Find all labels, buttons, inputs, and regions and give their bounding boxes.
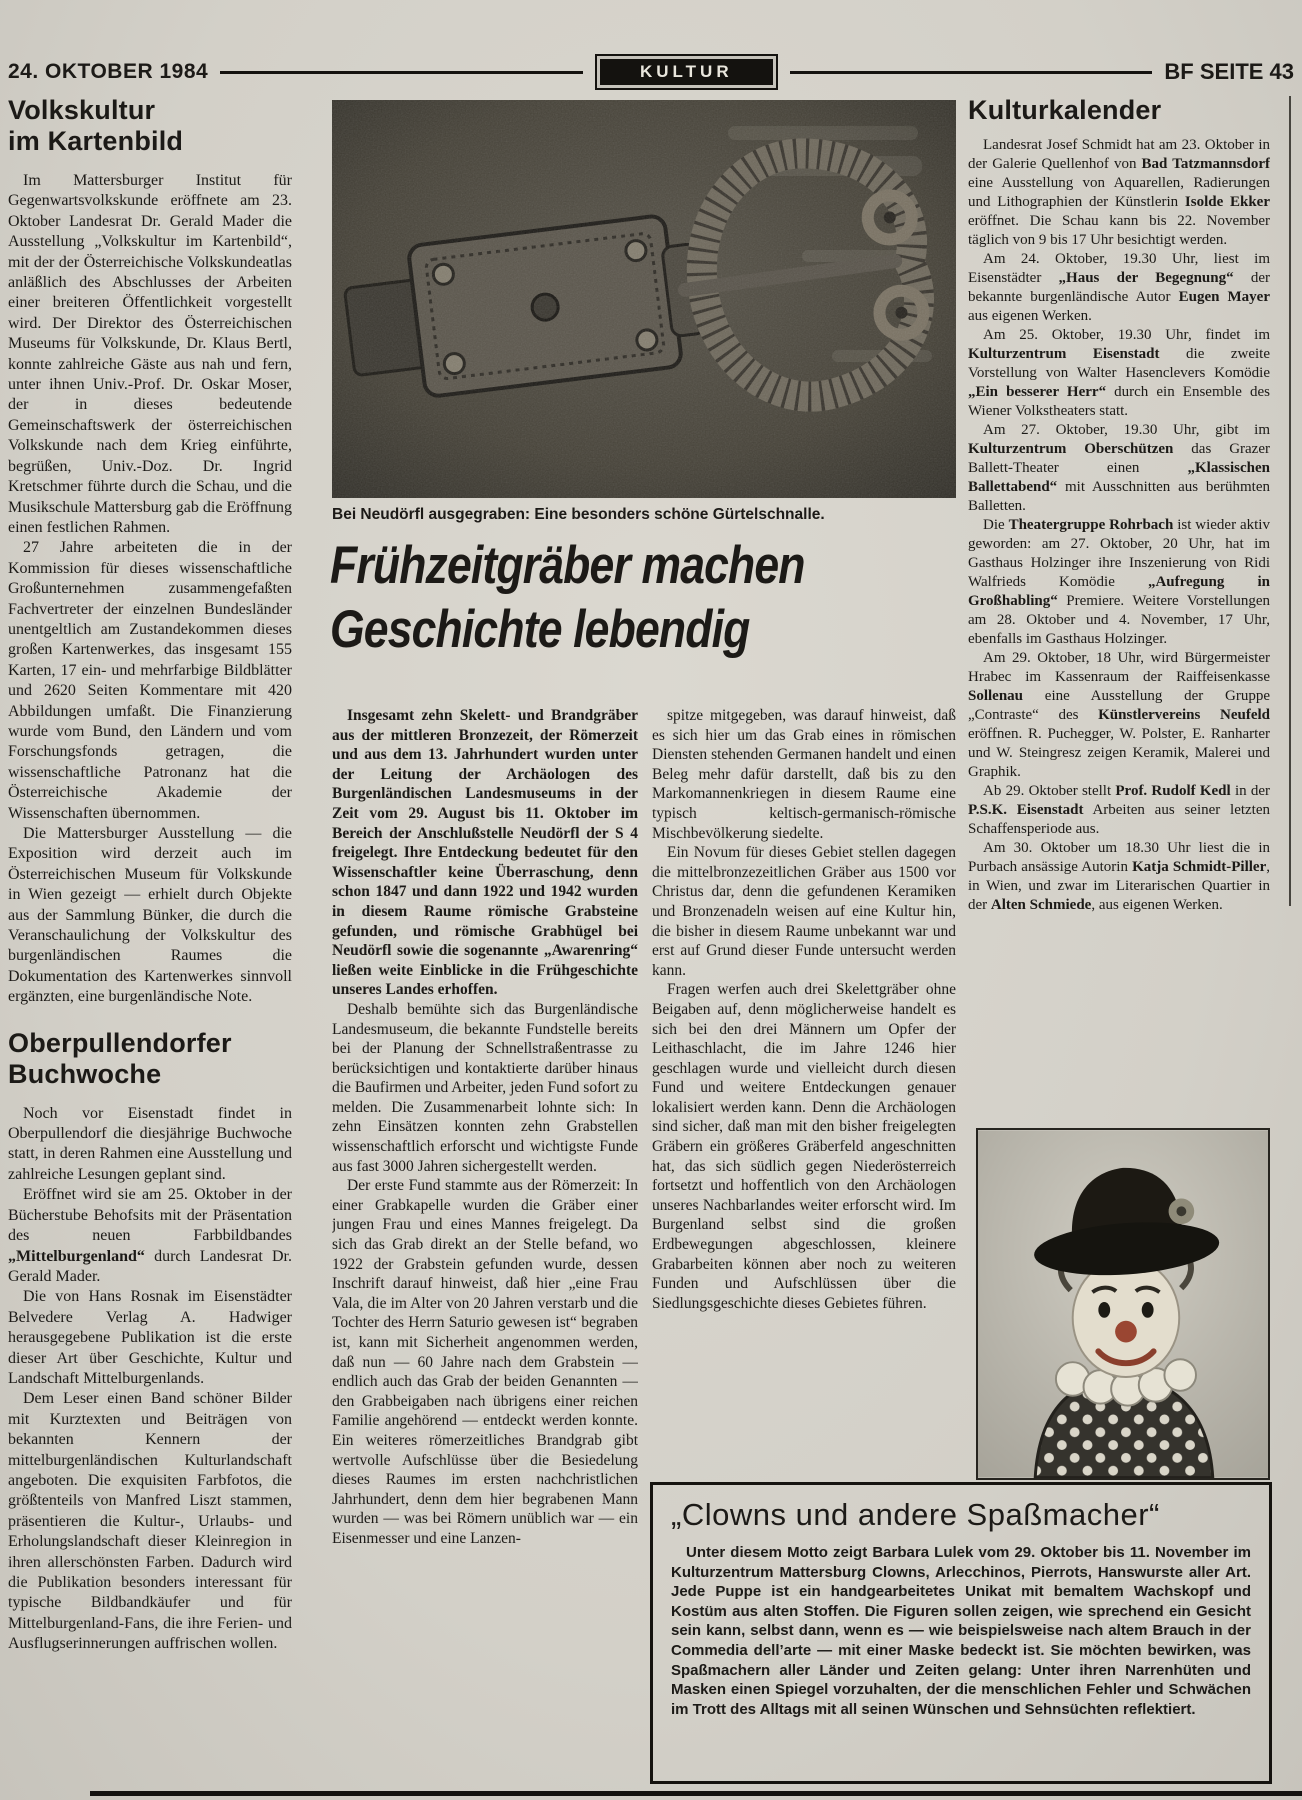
right-column-rule [1289, 96, 1291, 906]
clown-puppet-illustration [978, 1130, 1268, 1478]
paragraph [671, 1543, 1251, 1719]
text-segment: eröffnen. R. Puchegger, W. Polster, E. Ranharter und W. Steingresz zeigen Keramik, Malerei und Graphik. [968, 726, 1270, 780]
paragraph [968, 516, 1270, 649]
text-segment: Am 30. Oktober um 18.30 Uhr liest die in Purbach ansässige Autorin [968, 840, 1270, 875]
title-line: Volkskultur [8, 95, 156, 125]
text-segment: Bad Tatzmannsdorf [1141, 156, 1270, 172]
text-segment: Am 27. Oktober, 19.30 Uhr, gibt im [983, 422, 1270, 438]
text-segment: Landesrat Josef Schmidt hat am 23. Oktober in der Galerie Quellenhof von [968, 137, 1270, 172]
paragraph [968, 782, 1270, 839]
text-segment: mit Ausschnitten aus berühmten Balletten. [968, 479, 1270, 514]
article-volkskultur-title [8, 95, 292, 157]
clowns-box [650, 1482, 1272, 1784]
feature-headline-line: Frühzeitgräber machen [330, 536, 805, 595]
text-segment: , aus eigenen Werken. [1091, 897, 1223, 913]
section-banner [595, 54, 778, 90]
feature-column-2 [652, 706, 956, 1458]
text-segment: Unter diesem Motto zeigt Barbara Lulek vom 29. Oktober bis 11. November im Kulturzentrum Mattersburg Clowns, Arlecchinos, Pierrots, Hanswurste aller Art. Jede Puppe ist ein handgearbeitetes Unikat mit bemaltem Wachskopf und Kostüm aus alten Stoffen. Die Figuren sollen zeigen, wie sprechend ein Gesicht sein kann, selbst dann, wenn es — wie beispielsweise nach altem Brauch in der Commedia dell’arte — mit einer Maske bedeckt ist. Sie möchten bewirken, was Spaßmachern aller Länder und Zeiten gelang: Unter ihren Narrenhüten und Masken einen Spiegel vorzuhalten, der die menschlichen Fehler und Schwächen im Trott des Alltags mit all seinen Wünschen und Sehnsüchten reflektiert. [671, 1544, 1251, 1718]
title-line: Buchwoche [8, 1058, 162, 1089]
paragraph: Die Mattersburger Ausstellung — die Exposition wird derzeit auch im Österreichischen Museum für Volkskunde in Wien gezeigt — erhielt durch Objekte aus der Sammlung Bünker, die durch die Veranschaulichung der Volkskultur des burgenländischen Raumes die Dokumentation des Kartenwerkes sinnvoll ergänzten, eine burgenländische Note. [8, 825, 292, 1006]
text-segment: Ab 29. Oktober stellt [983, 783, 1116, 799]
kulturkalender-column [968, 95, 1270, 1125]
text-segment: Am 29. Oktober, 18 Uhr, wird Bürgermeister Hrabec im Kassenraum der Raiffeisenkasse [968, 650, 1270, 685]
text-segment: P.S.K. Eisenstadt [968, 802, 1084, 818]
text-segment: Kulturzentrum Eisenstadt [968, 346, 1160, 362]
paragraph: Im Mattersburger Institut für Gegenwartsvolkskunde eröffnete am 23. Oktober Landesrat Dr. Gerald Mader die Ausstellung „Volkskultur im Kartenbild“, mit der der Österreichische Volkskundeatlas anläßlich des Abschlusses der Arbeiten einer breiteren Öffentlichkeit vorgestellt wird. Der Direktor des Österreichischen Museums für Volkskunde, Dr. Klaus Bertl, konnte zahlreiche Gäste aus nah und fern, unter ihnen Univ.-Prof. Dr. Oskar Moser, der in dieses bedeutende Gemeinschaftswerk der österreichischen Volkskunde nach dem Krieg einführte, begrüßen, Univ.-Doz. Dr. Ingrid Kretschmer führte durch die Schau, und die Musikschule Mattersburg gab die Eröffnung einen festlichen Rahmen. [8, 172, 292, 536]
text-segment: eine Ausstellung der Gruppe „Contraste“ des [968, 688, 1270, 723]
title-line: im Kartenbild [8, 126, 184, 156]
text-segment: Kulturzentrum Oberschützen [968, 441, 1174, 457]
article-volkskultur [8, 95, 292, 1008]
paragraph: Die von Hans Rosnak im Eisenstädter Belvedere Verlag A. Hadwiger herausgegebene Publikation ist die erste dieser Art über Geschichte, Kultur und Landschaft Mittelburgenlands. [8, 1288, 292, 1387]
issue-date: 24. OKTOBER 1984 [8, 60, 209, 83]
text-segment: Am 25. Oktober, 19.30 Uhr, findet im [983, 327, 1270, 343]
text-segment: Sollenau [968, 688, 1024, 704]
paragraph [968, 326, 1270, 421]
text-segment: Insgesamt zehn Skelett- und Brandgräber aus der mittleren Bronzezeit, der Römerzeit und aus dem 13. Jahrhundert wurden unter der Leitung der Archäologen des Burgenländischen Landesmuseums in der Zeit vom 29. August bis 11. Oktober im Bereich der Anschlußstelle Neudörfl der S 4 freigelegt. Ihre Entdeckung bedeutet für den Wissenschaftler keine Überraschung, denn schon 1847 und dann 1922 und 1942 wurden in diesem Raume römische Grabsteine gefunden, und römische Grabhügel bei Neudörfl sowie die sogenannte „Awarenring“ ließen weite Einblicke in die Frühgeschichte unseres Landes erhoffen. [332, 707, 638, 999]
text-segment: „Ein besserer Herr“ [968, 384, 1107, 400]
text-segment: durch Landesrat Dr. Gerald Mader. [8, 1247, 292, 1285]
paragraph: Der erste Fund stammte aus der Römerzeit: In einer Grabkapelle wurden die Gräber einer jungen Frau und eines Mannes freigelegt. Da sich das Grab direkt an der Stelle befand, wo 1922 der Grabstein gefunden wurde, dessen Inschrift darauf hinweist, daß hier „eine Frau Vala, die im Alter von 20 Jahren verstarb und die Tochter des Herrn Saturio gewesen ist“ begraben ist, kann mit Sicherheit angenommen werden, daß nun — 60 Jahre nach dem Grabstein — endlich auch das Grab der beiden Genannten — den Grabbeigaben nach übrigens einer reichen Familie angehörend — entdeckt werden konnte. Ein weiteres römerzeitliches Brandgrab gibt wertvolle Aufschlüsse über die Besiedelung dieses Raumes im ersten nachchristlichen Jahrhundert, denn dem hier begrabenen Mann wurden — was bei Römern unüblich war — ein Eisenmesser und eine Lanzen- [332, 1177, 638, 1547]
clown-puppet-photo [976, 1128, 1270, 1480]
text-segment: Premiere. Weitere Vorstellungen am 28. Oktober und 4. November, 17 Uhr, ebenfalls im Gasthaus Holzinger. [968, 593, 1270, 647]
clowns-box-title: „Clowns und andere Spaßmacher“ [671, 1497, 1160, 1532]
text-segment: die zweite Vorstellung von Walter Hasenclevers Komödie [968, 346, 1270, 381]
paragraph [968, 421, 1270, 516]
text-segment: der bekannte burgenländische Autor [968, 270, 1270, 305]
page-number: BF SEITE 43 [1164, 59, 1295, 84]
paragraph: spitze mitgegeben, was darauf hinweist, daß es sich hier um das Grab eines in römischen Diensten stehenden Germanen handelt und einen Beleg mehr dafür darstellt, daß bis zu den Markomannenkriegen in diesem Raume eine typisch keltisch-germanisch-römische Mischbevölkerung siedelte. [652, 707, 956, 842]
text-segment: das Grazer Ballett-Theater einen [968, 441, 1270, 476]
paragraph: Fragen werfen auch drei Skelettgräber ohne Beigaben auf, denn möglicherweise handelt es sich bei den drei Männern um Opfer der Leithaschlacht, die im Jahre 1246 hier geschlagen wurde und vielleicht durch diesen Fund und weitere Entdeckungen genauer lokalisiert werden kann. Denn die Archäologen sind sicher, daß man mit den bisher freigelegten Gräbern ein größeres Gräberfeld angeschnitten hat, das sich südlich gegen Niederösterreich fortsetzt und hoffentlich von den Archäologen unseres Nachbarlandes weiter erforscht wird. Im Burgenland selbst sind die großen Erdbewegungen abgeschlossen, kleinere Grabarbeiten können aber noch zu weiteren Funden und Aufschlüssen über die Siedlungsgeschichte dieses Gebietes führen. [652, 981, 956, 1312]
clowns-box-body [671, 1543, 1251, 1719]
text-segment: „Klassischen Ballettabend“ [968, 460, 1270, 495]
paragraph [968, 136, 1270, 250]
paragraph: 27 Jahre arbeiteten die in der Kommission für dieses wissenschaftliche Großunternehmen zusammengefaßten Fachvertreter der einzelnen Bundesländer unentgeltlich am Zustandekommen dieses großen Kartenwerkes, das insgesamt 155 Karten, 17 ein- und mehrfarbige Bildblätter und 2620 Seiten Kommentare mit 420 Abbildungen umfaßt. Die Finanzierung wurde vom Bund, den Ländern und vom Forschungsfonds getragen, die wissenschaftliche Patronanz hat die Österreichische Akademie der Wissenschaften übernommen. [8, 539, 292, 822]
text-segment: Eugen Mayer [1178, 289, 1270, 305]
kulturkalender-title: Kulturkalender [968, 95, 1162, 125]
header-rule-right [790, 71, 1153, 74]
page-header [8, 54, 1294, 90]
feature-headline-line: Geschichte lebendig [330, 600, 750, 659]
paragraph [332, 706, 638, 1000]
paragraph [968, 839, 1270, 915]
text-segment: Eröffnet wird sie am 25. Oktober in der Bücherstube Behofsits mit der Präsentation des neuen Farbbildbandes [8, 1186, 292, 1245]
text-segment: , in Wien, und zwar im Literarischen Quartier in der [968, 859, 1270, 913]
kulturkalender-body [968, 136, 1270, 915]
text-segment: „Aufregung in Großhabling“ [968, 574, 1270, 609]
text-segment: Arbeiten aus seiner letzten Schaffensperiode aus. [968, 802, 1270, 837]
text-segment: Prof. Rudolf Kedl [1115, 783, 1231, 799]
text-segment: Theatergruppe Rohrbach [1008, 517, 1174, 533]
header-rule-left [220, 71, 583, 74]
text-segment: Am 24. Oktober, 19.30 Uhr, liest im Eisenstädter [968, 251, 1270, 286]
article-buchwoche [8, 1028, 292, 1655]
paragraph: Ein Novum für dieses Gebiet stellen dagegen die mittelbronzezeitlichen Gräber aus 1500 vor Christus dar, denn die gefundenen Keramiken und Bronzenadeln weisen auf eine Kultur hin, die bisher in diesem Raume unbekannt war und erst auf Grund dieser Funde untersucht werden kann. [652, 844, 956, 979]
belt-buckle-caption: Bei Neudörfl ausgegraben: Eine besonders schöne Gürtelschnalle. [332, 506, 825, 523]
title-line: Oberpullendorfer [8, 1027, 232, 1058]
belt-buckle-photo [332, 100, 956, 498]
text-segment: Isolde Ekker [1184, 194, 1270, 210]
paragraph [8, 1185, 292, 1287]
paragraph [968, 250, 1270, 326]
paragraph: Deshalb bemühte sich das Burgenländische Landesmuseum, die bekannte Fundstelle bereits bei der Planung der Schnellstraßentrasse zu berücksichtigen und kontaktierte darüber hinaus die Baufirmen und Arbeiter, jeden Fund sofort zu melden. Die Zusammenarbeit lohnte sich: In zehn Einsätzen konnten zehn Grabstellen wissenschaftlich erforscht und wichtigste Funde aus fast 3000 Jahren sichergestellt werden. [332, 1000, 638, 1175]
text-segment: „Haus der Begegnung“ [1058, 270, 1234, 286]
belt-buckle-illustration [332, 100, 956, 498]
text-segment: aus eigenen Werken. [968, 308, 1092, 324]
feature-column-1 [332, 706, 638, 1792]
text-segment: Die [983, 517, 1009, 533]
text-segment: Alten Schmiede [990, 897, 1092, 913]
bottom-page-rule [90, 1791, 1302, 1796]
text-segment: eine Ausstellung von Aquarellen, Radierungen und Lithographien der Künstlerin [968, 175, 1270, 210]
feature-headline [330, 534, 968, 662]
text-segment: Künstlervereins Neufeld [1098, 707, 1270, 723]
section-title: KULTUR [600, 59, 773, 85]
article-volkskultur-body [8, 171, 292, 1008]
text-segment: in der [1230, 783, 1270, 799]
paragraph: Dem Leser einen Band schöner Bilder mit Kurztexten und Beiträgen von bekannten Kennern der mittelburgenländischen Kulturlandschaft angeboten. Die exquisiten Farbfotos, die größtenteils von Manfred Liszt stammen, präsentieren die Kultur-, Urlaubs- und Erholungslandschaft dieser Kleinregion in ihren allerschönsten Farben. Dadurch wird die Publikation besonders interessant für typische Bildbandkäufer und für Mittelburgenland-Fans, die ihre Ferien- und Ausflugserinnerungen auffrischen wollen. [8, 1390, 292, 1653]
text-segment: eröffnet. Die Schau kann bis 22. November täglich von 9 bis 17 Uhr besichtigt werden. [968, 213, 1270, 248]
text-segment: durch ein Ensemble des Wiener Volkstheaters statt. [968, 384, 1270, 419]
paragraph [968, 649, 1270, 782]
text-segment: „Mittelburgenland“ [8, 1247, 145, 1265]
paragraph: Noch vor Eisenstadt findet in Oberpullendorf die diesjährige Buchwoche statt, in deren Rahmen eine Ausstellung und zahlreiche Lesungen geplant sind. [8, 1104, 292, 1183]
left-column [8, 95, 292, 1793]
text-segment: ist wieder aktiv geworden: am 27. Oktober, 20 Uhr, hat im Gasthaus Holzinger ihre Inszenierung von Ridi Walfrieds Komödie [968, 517, 1270, 590]
article-buchwoche-title [8, 1028, 292, 1090]
text-segment: Katja Schmidt-Piller [1132, 859, 1267, 875]
article-buchwoche-body [8, 1104, 292, 1655]
